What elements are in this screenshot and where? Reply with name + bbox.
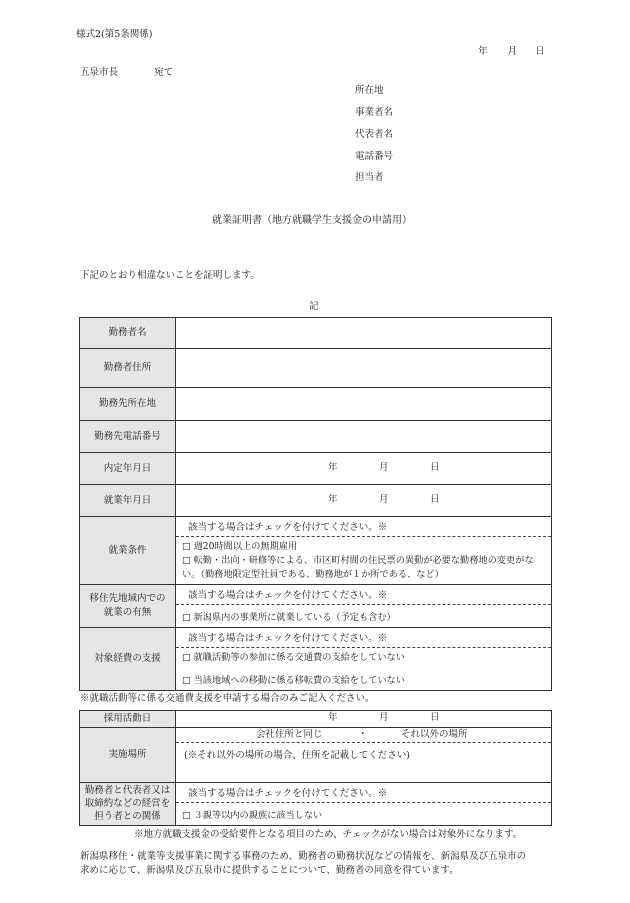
offer-date-label: 内定年月日	[80, 453, 176, 485]
work-phone-field[interactable]	[176, 421, 552, 453]
applicant-label-representative: 代表者名	[355, 129, 394, 140]
applicant-label-company: 事業者名	[355, 107, 394, 118]
conditions-check-2[interactable]: □ 転勤・出向・研修等による、市区町村間の住民票の異動が必要な勤務地の変更がない。（勤務地限定型社員である、勤務地が１か所である、など）	[182, 555, 534, 580]
venue-cell	[176, 728, 552, 783]
relation-label-line1: 勤務者と代表者又は	[84, 784, 171, 796]
row-activity-date	[80, 711, 552, 728]
conditions-note: 該当する場合はチェックを付けてください。※	[176, 517, 551, 537]
row-offer-date	[80, 453, 552, 485]
work-address-field[interactable]	[176, 388, 552, 421]
row-worker-address	[80, 349, 552, 388]
expenses-cell	[176, 628, 552, 691]
relation-label-line3: 担う者との関係	[94, 810, 161, 822]
start-date-year: 年	[328, 493, 338, 505]
relation-label-line2: 取締約などの経営を	[84, 797, 171, 809]
work-phone-label: 勤務先電話番号	[80, 421, 176, 453]
date-year: 年	[478, 46, 488, 57]
venue-hint: (※それ以外の場所の場合、住所を記載してください)	[184, 750, 410, 761]
offer-date-month: 月	[379, 461, 389, 473]
worker-name-field[interactable]	[176, 318, 552, 349]
addressee	[80, 68, 173, 78]
footnote: ※地方就職支援金の受給要件となる項目のため、チェックがない場合は対象外になります。	[134, 829, 523, 840]
statement: 下記のとおり相違ないことを証明します。	[80, 270, 260, 281]
travel-note: ※就職活動等に係る交通費支援を申請する場合のみご記入ください。	[80, 693, 375, 704]
start-date-month: 月	[379, 493, 389, 505]
activity-date-field[interactable]	[176, 711, 552, 728]
conditions-cell	[176, 517, 552, 585]
venue-option-separator: ・	[358, 729, 368, 740]
start-date-label: 就業年月日	[80, 485, 176, 517]
row-work-address	[80, 388, 552, 421]
work-address-label: 勤務先所在地	[80, 388, 176, 421]
start-date-field[interactable]	[176, 485, 552, 517]
ki-mark: 記	[309, 301, 319, 312]
relation-check[interactable]: □ ３親等以内の親族に該当しない	[182, 810, 323, 821]
offer-date-field[interactable]	[176, 453, 552, 485]
relocation-cell	[176, 585, 552, 628]
relocation-label-line1: 移住先地域内での	[89, 593, 166, 605]
worker-address-label: 勤務者住所	[80, 349, 176, 388]
venue-options	[176, 728, 551, 743]
addressee-name: 五泉市長	[80, 67, 119, 78]
relation-label	[80, 783, 176, 826]
relocation-check[interactable]: □ 新潟県内の事業所に就業している（予定も含む）	[182, 612, 396, 624]
venue-label: 実施場所	[80, 728, 176, 783]
row-venue	[80, 728, 552, 783]
conditions-check-1[interactable]: □ 週20時間以上の無期雇用	[182, 541, 298, 552]
venue-option-other[interactable]: それ以外の場所	[401, 729, 468, 740]
row-start-date	[80, 485, 552, 517]
travel-table	[79, 710, 552, 826]
venue-option-same[interactable]: 会社住所と同じ	[256, 729, 323, 740]
relocation-note: 該当する場合はチェックを付けてください。※	[176, 585, 551, 605]
expenses-check-2[interactable]: □ 当該地域への移動に係る移転費の支給をしていない	[182, 674, 405, 686]
consent-line-1: 新潟県移住・就業等支援事業に関する事務のため、勤務者の勤務状況などの情報を、新潟県及び五泉市の	[80, 851, 527, 862]
activity-date-year: 年	[328, 712, 338, 723]
expenses-label: 対象経費の支援	[80, 628, 176, 691]
relocation-label	[80, 585, 176, 628]
relation-note: 該当する場合はチェックを付けてください。※	[176, 783, 551, 803]
activity-date-month: 月	[379, 712, 389, 723]
expenses-check-1[interactable]: □ 就職活動等の参加に係る交通費の支給をしていない	[182, 652, 405, 664]
relocation-label-line2: 就業の有無	[103, 607, 152, 619]
applicant-label-contact: 担当者	[355, 172, 384, 183]
form-id: 様式2(第5条関係)	[76, 29, 153, 40]
row-work-phone	[80, 421, 552, 453]
start-date-day: 日	[430, 493, 440, 505]
row-relocation	[80, 585, 552, 628]
applicant-label-phone: 電話番号	[355, 151, 394, 162]
main-table	[79, 317, 552, 691]
date-month: 月	[507, 46, 518, 57]
offer-date-year: 年	[328, 461, 338, 473]
row-worker-name	[80, 318, 552, 349]
row-conditions	[80, 517, 552, 585]
relation-cell	[176, 783, 552, 826]
conditions-label: 就業条件	[80, 517, 176, 585]
applicant-label-address: 所在地	[355, 85, 384, 96]
date-day: 日	[535, 46, 545, 57]
addressee-suffix: 宛て	[154, 67, 174, 78]
page-title: 就業証明書（地方就職学生支援金の申請用）	[212, 215, 412, 226]
worker-address-field[interactable]	[176, 349, 552, 388]
expenses-note: 該当する場合はチェックを付けてください。※	[176, 628, 551, 648]
date-line	[478, 47, 545, 57]
row-relation	[80, 783, 552, 826]
activity-date-day: 日	[430, 712, 440, 723]
row-expenses	[80, 628, 552, 691]
consent-line-2: 求めに応じて、新潟県及び五泉市に提供することについて、勤務者の同意を得ています。	[80, 865, 459, 876]
activity-date-label: 採用活動日	[80, 711, 176, 728]
worker-name-label: 勤務者名	[80, 318, 176, 349]
offer-date-day: 日	[430, 461, 440, 473]
